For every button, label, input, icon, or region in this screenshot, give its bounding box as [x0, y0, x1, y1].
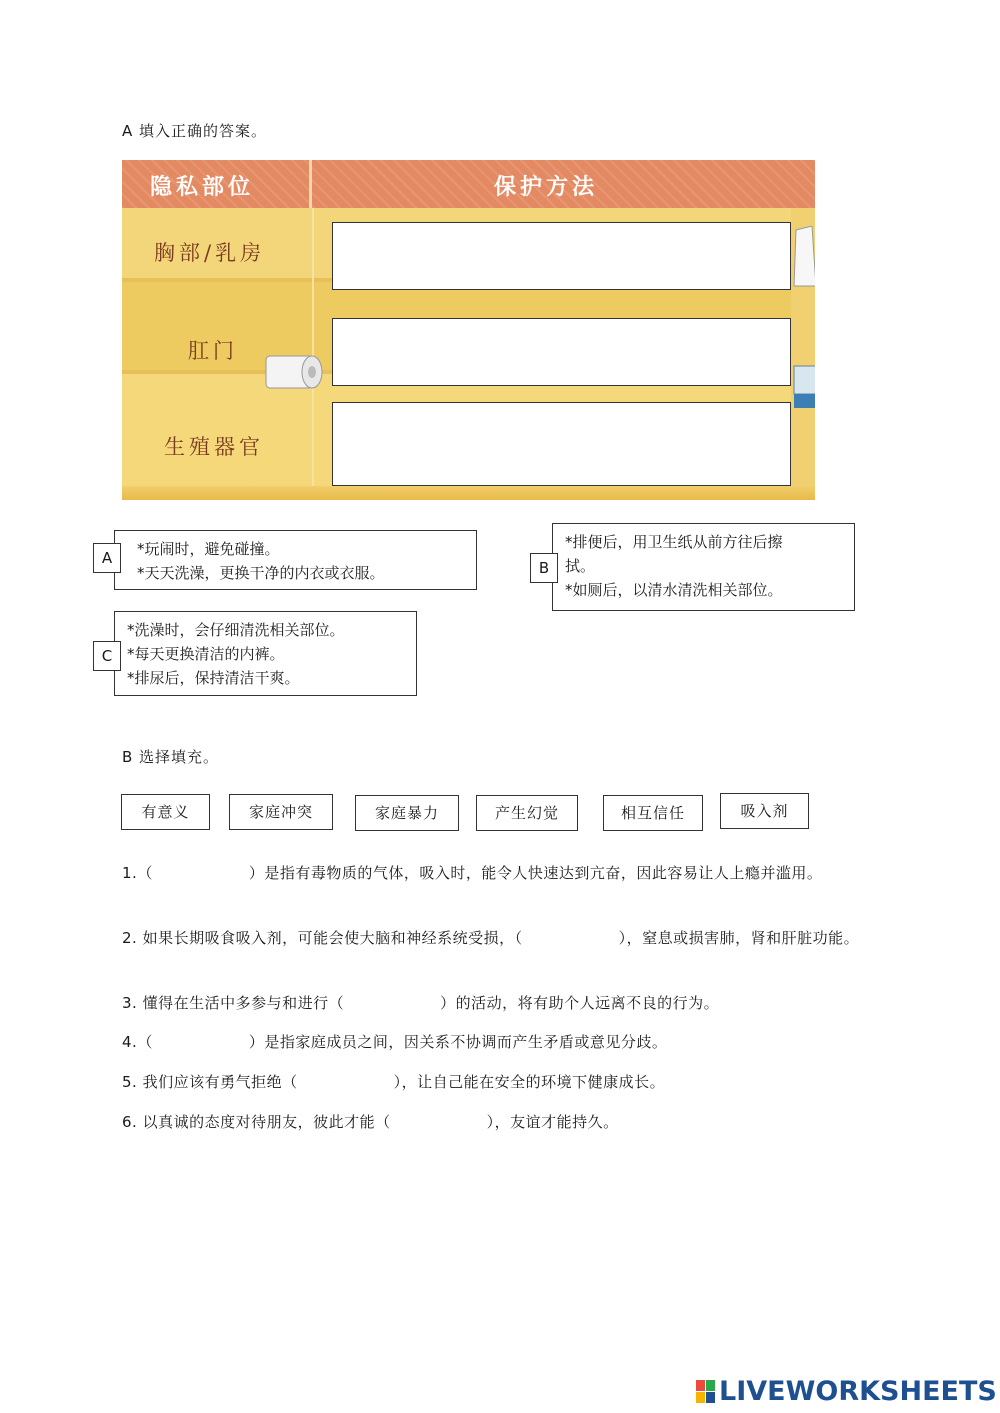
liveworksheets-logo: LIVEWORKSHEETS: [719, 1376, 997, 1407]
word-bank-item[interactable]: 家庭冲突: [229, 794, 333, 830]
option-b-line-1: *排便后，用卫生纸从前方往后擦: [565, 533, 783, 551]
word-bank-item[interactable]: 家庭暴力: [355, 795, 459, 831]
section-a-heading: A 填入正确的答案。: [122, 122, 268, 140]
question-2: 2. 如果长期吸食吸入剂，可能会使大脑和神经系统受损，（ ），窒息或损害肺，肾和肝脏功能。: [122, 929, 860, 947]
answer-box-anus[interactable]: [332, 318, 791, 386]
toilet-paper-icon: [264, 348, 326, 394]
option-c-tag: C: [93, 641, 121, 671]
row-label-genitals: 生殖器官: [164, 435, 264, 459]
clothing-icon: [792, 226, 815, 288]
option-b-tag: B: [530, 553, 558, 583]
row-label-anus: 肛门: [188, 339, 238, 363]
question-6: 6. 以真诚的态度对待朋友，彼此才能（ ），友谊才能持久。: [122, 1113, 619, 1131]
word-bank-item[interactable]: 相互信任: [603, 795, 703, 831]
privacy-table: [122, 160, 815, 500]
option-a-line-1: *玩闹时，避免碰撞。: [137, 540, 280, 558]
question-4: 4.（ ）是指家庭成员之间，因关系不协调而产生矛盾或意见分歧。: [122, 1033, 668, 1051]
row-label-chest: 胸部/乳房: [154, 241, 266, 265]
option-c-line-3: *排尿后，保持清洁干爽。: [127, 669, 300, 687]
table-header: [122, 160, 815, 208]
section-b-heading: B 选择填充。: [122, 748, 220, 766]
option-a-tag: A: [93, 543, 121, 573]
table-bottom-edge: [122, 486, 815, 500]
option-c-line-1: *洗澡时，会仔细清洗相关部位。: [127, 621, 345, 639]
header-private-part: 隐私部位: [150, 174, 255, 200]
answer-box-chest[interactable]: [332, 222, 791, 290]
question-1: 1.（ ）是指有毒物质的气体，吸入时，能令人快速达到亢奋，因此容易让人上瘾并滥用。: [122, 864, 823, 882]
word-bank-item[interactable]: 产生幻觉: [476, 795, 578, 831]
option-b-line-3: *如厕后，以清水清洗相关部位。: [565, 581, 783, 599]
option-a-line-2: *天天洗澡，更换干净的内衣或衣服。: [137, 564, 385, 582]
answer-box-genitals[interactable]: [332, 402, 791, 486]
word-bank-item[interactable]: 吸入剂: [720, 793, 809, 829]
word-bank-item[interactable]: 有意义: [121, 794, 210, 830]
option-c-line-2: *每天更换清洁的内裤。: [127, 645, 285, 663]
option-a-box[interactable]: [114, 530, 477, 590]
question-3: 3. 懂得在生活中多参与和进行（ ）的活动，将有助个人远离不良的行为。: [122, 994, 720, 1012]
option-c-box[interactable]: [114, 611, 417, 696]
option-b-box[interactable]: [552, 523, 855, 611]
question-5: 5. 我们应该有勇气拒绝（ ），让自己能在安全的环境下健康成长。: [122, 1073, 666, 1091]
option-b-line-2: 拭。: [565, 557, 596, 575]
washbasin-icon: [792, 356, 815, 412]
header-protection-method: 保护方法: [494, 174, 599, 200]
liveworksheets-logo-icon: [696, 1380, 716, 1404]
